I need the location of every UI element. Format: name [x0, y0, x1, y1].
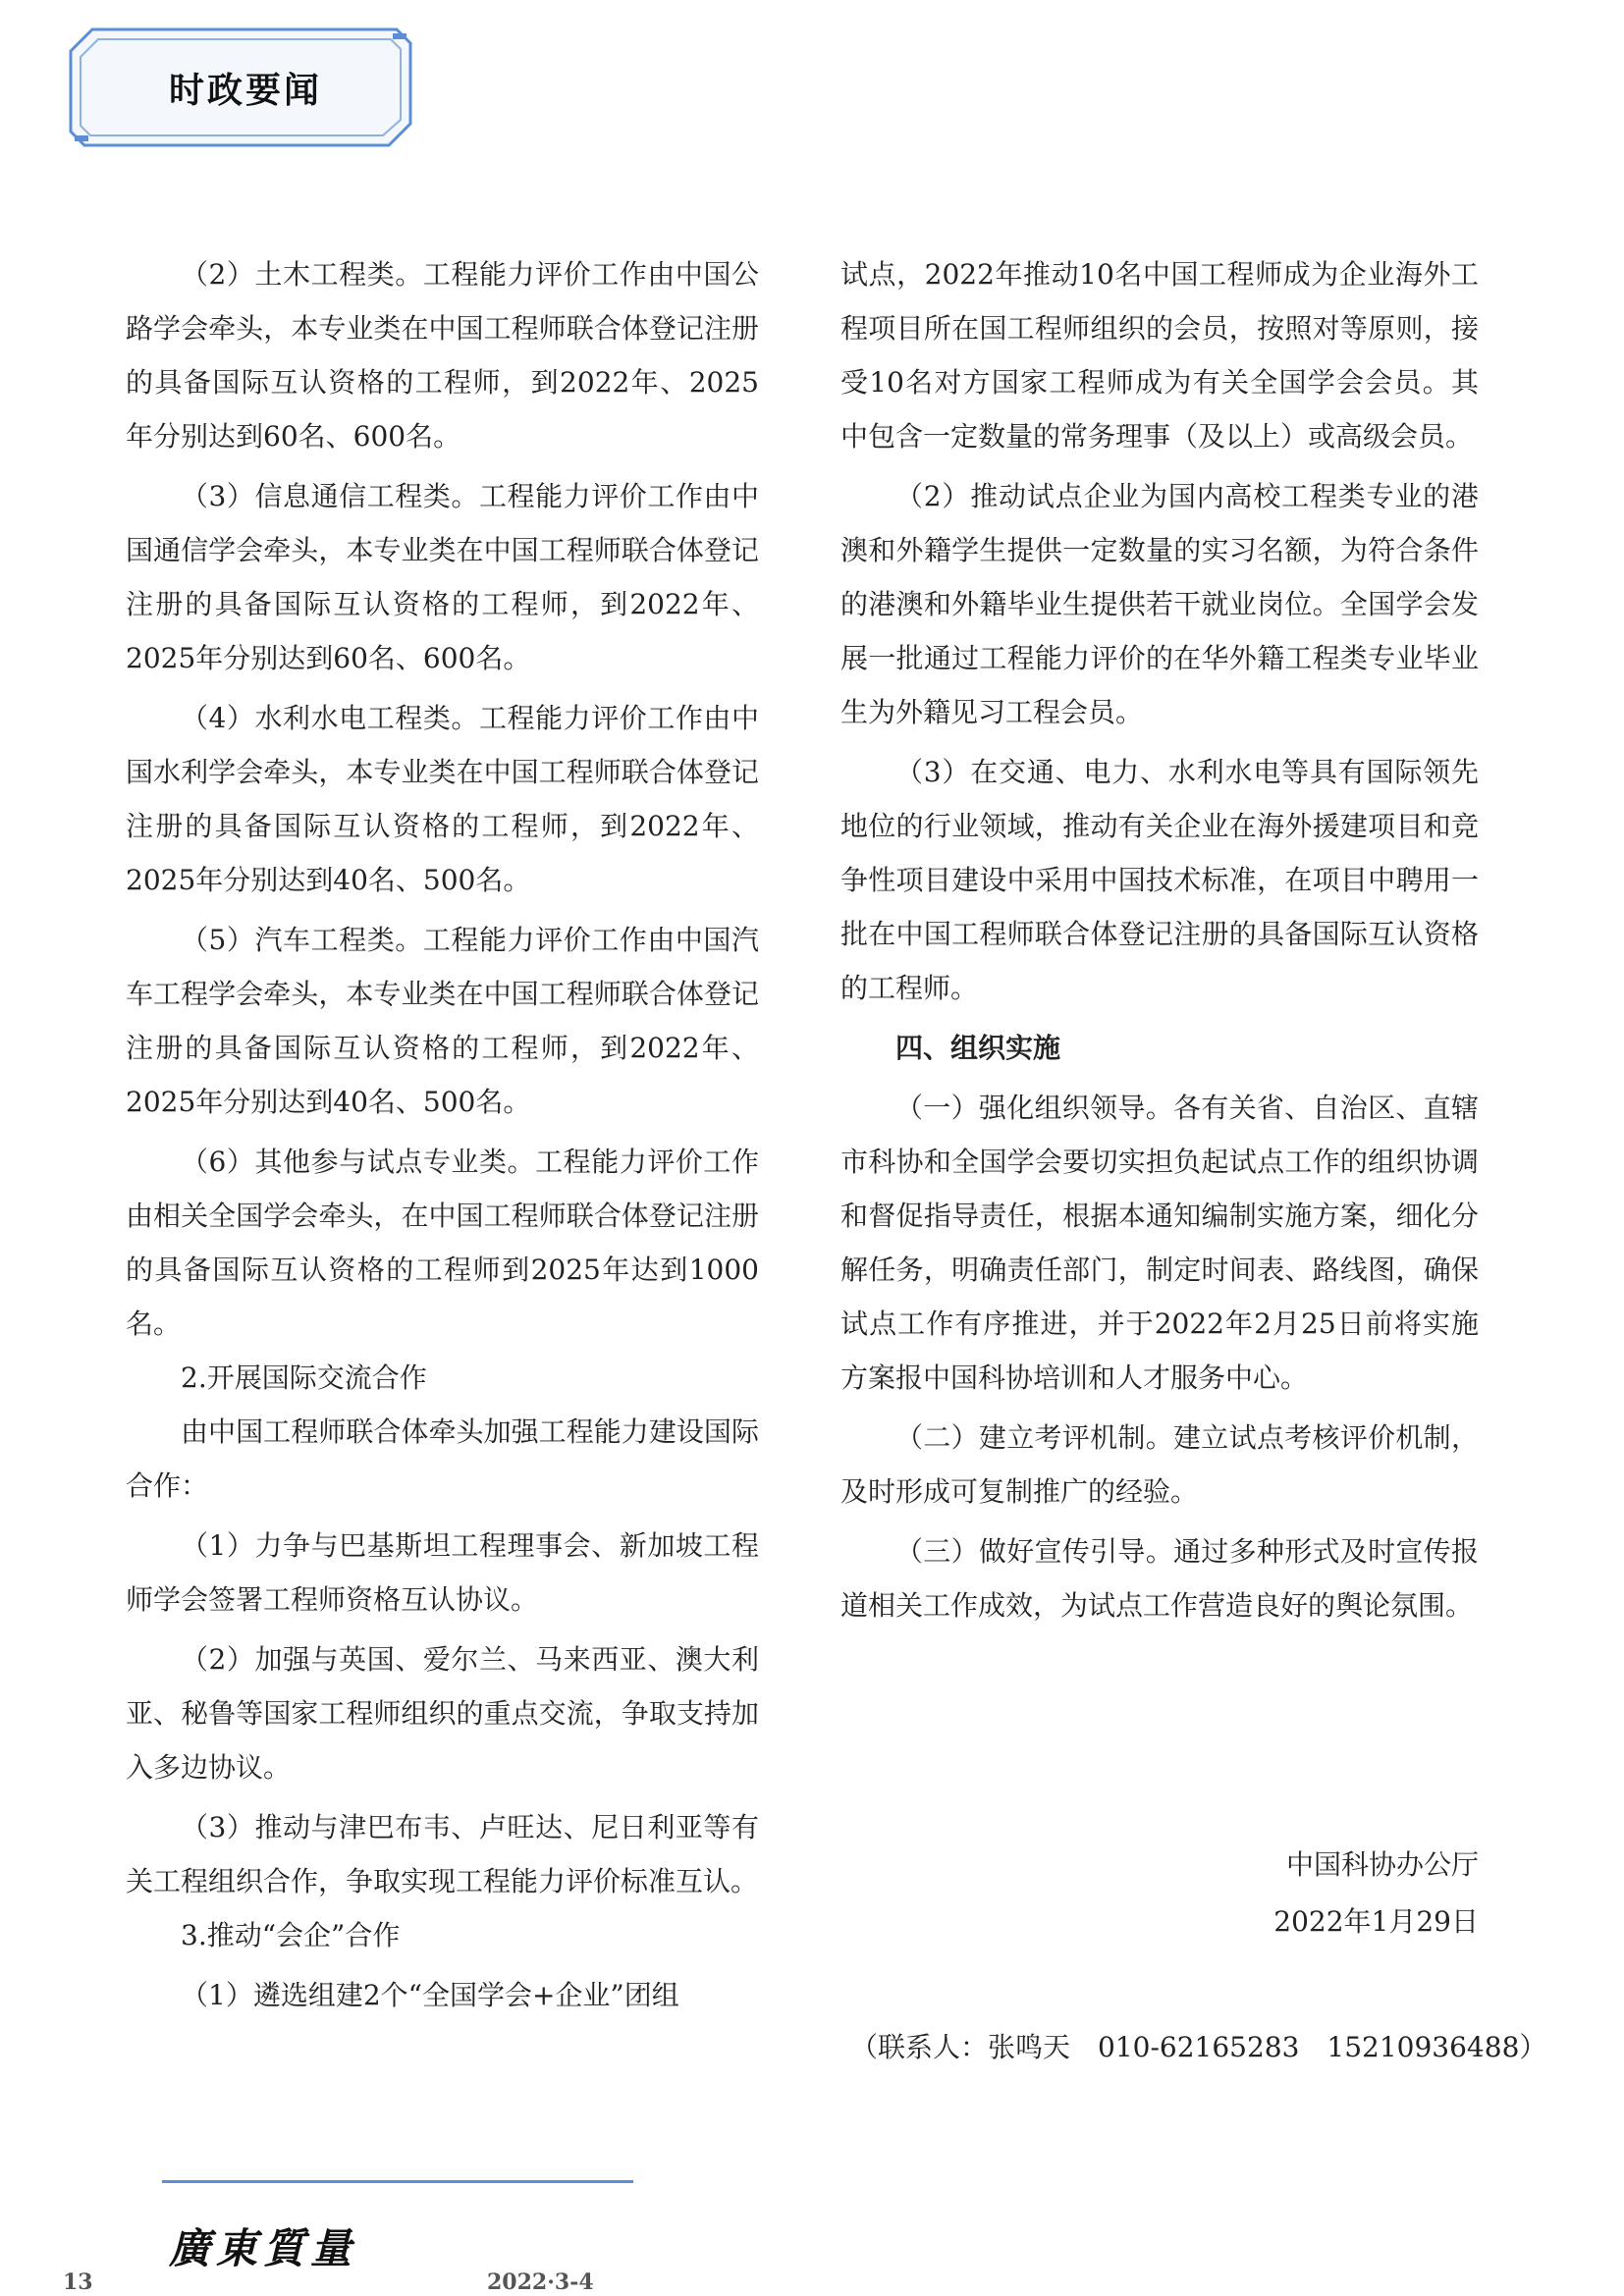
footer-rule [162, 2180, 633, 2183]
paragraph: （6）其他参与试点专业类。工程能力评价工作由相关全国学会牵头，在中国工程师联合体登记注册的具备国际互认资格的工程师到2025年达到1000名。 [126, 1146, 759, 1340]
paragraph: （2）加强与英国、爱尔兰、马来西亚、澳大利亚、秘鲁等国家工程师组织的重点交流，争取支持加入多边协议。 [126, 1643, 759, 1784]
paragraph: （3）推动与津巴布韦、卢旺达、尼日利亚等有关工程组织合作，争取实现工程能力评价标准互认。 [126, 1811, 759, 1897]
paragraph-continuation: 试点，2022年推动10名中国工程师成为企业海外工程项目所在国工程师组织的会员，按照对等原则，接受10名对方国家工程师成为有关全国学会会员。其中包含一定数量的常务理事（及以上）或高级会员。 [840, 258, 1479, 453]
paragraph: （一）强化组织领导。各有关省、自治区、直辖市科协和全国学会要切实担负起试点工作的组织协调和督促指导责任，根据本通知编制实施方案，细化分解任务，明确责任部门，制定时间表、路线图，确保试点工作有序推进，并于2022年2月25日前将实施方案报中国科协培训和人才服务中心。 [840, 1092, 1479, 1394]
signature-org: 中国科协办公厅 [1285, 1848, 1479, 1881]
paragraph: （4）水利水电工程类。工程能力评价工作由中国水利学会牵头，本专业类在中国工程师联合体登记注册的具备国际互认资格的工程师，到2022年、2025年分别达到40名、500名。 [126, 702, 759, 896]
paragraph: （1）遴选组建2个“全国学会+企业”团组 [181, 1979, 679, 2011]
subheading: 2.开展国际交流合作 [181, 1362, 427, 1394]
paragraph: （1）力争与巴基斯坦工程理事会、新加坡工程师学会签署工程师资格互认协议。 [126, 1529, 759, 1616]
magazine-title: 廣東質量 [169, 2224, 358, 2272]
subheading: 3.推动“会企”合作 [181, 1919, 401, 1951]
paragraph: （2）推动试点企业为国内高校工程类专业的港澳和外籍学生提供一定数量的实习名额，为符合条件的港澳和外籍毕业生提供若干就业岗位。全国学会发展一批通过工程能力评价的在华外籍工程类专业毕业生为外籍见习工程会员。 [840, 480, 1479, 728]
section-heading: 四、组织实施 [895, 1032, 1061, 1064]
signature-date: 2022年1月29日 [1273, 1905, 1479, 1938]
page-number: 13 [63, 2269, 93, 2295]
paragraph: （3）在交通、电力、水利水电等具有国际领先地位的行业领域，推动有关企业在海外援建项目和竞争性项目建设中采用中国技术标准，在项目中聘用一批在中国工程师联合体登记注册的具备国际互认资格的工程师。 [840, 756, 1479, 1004]
paragraph: （5）汽车工程类。工程能力评价工作由中国汽车工程学会牵头，本专业类在中国工程师联合体登记注册的具备国际互认资格的工程师，到2022年、2025年分别达到40名、500名。 [126, 924, 759, 1118]
paragraph: （3）信息通信工程类。工程能力评价工作由中国通信学会牵头，本专业类在中国工程师联合体登记注册的具备国际互认资格的工程师，到2022年、2025年分别达到60名、600名。 [126, 480, 759, 674]
section-title: 时政要闻 [168, 70, 322, 111]
left-column [126, 247, 759, 2022]
issue-number: 2022·3-4 [487, 2269, 594, 2295]
contact-line: （联系人：张鸣天 010-62165283 15210936488） [850, 2031, 1547, 2063]
right-column [840, 247, 1479, 1632]
paragraph: （2）土木工程类。工程能力评价工作由中国公路学会牵头，本专业类在中国工程师联合体登记注册的具备国际互认资格的工程师，到2022年、2025年分别达到60名、600名。 [126, 258, 759, 453]
paragraph: （三）做好宣传引导。通过多种形式及时宣传报道相关工作成效，为试点工作营造良好的舆论氛围。 [840, 1535, 1479, 1622]
section-banner [69, 27, 412, 147]
paragraph: 由中国工程师联合体牵头加强工程能力建设国际合作： [126, 1415, 759, 1502]
paragraph: （二）建立考评机制。建立试点考核评价机制，及时形成可复制推广的经验。 [840, 1421, 1479, 1508]
